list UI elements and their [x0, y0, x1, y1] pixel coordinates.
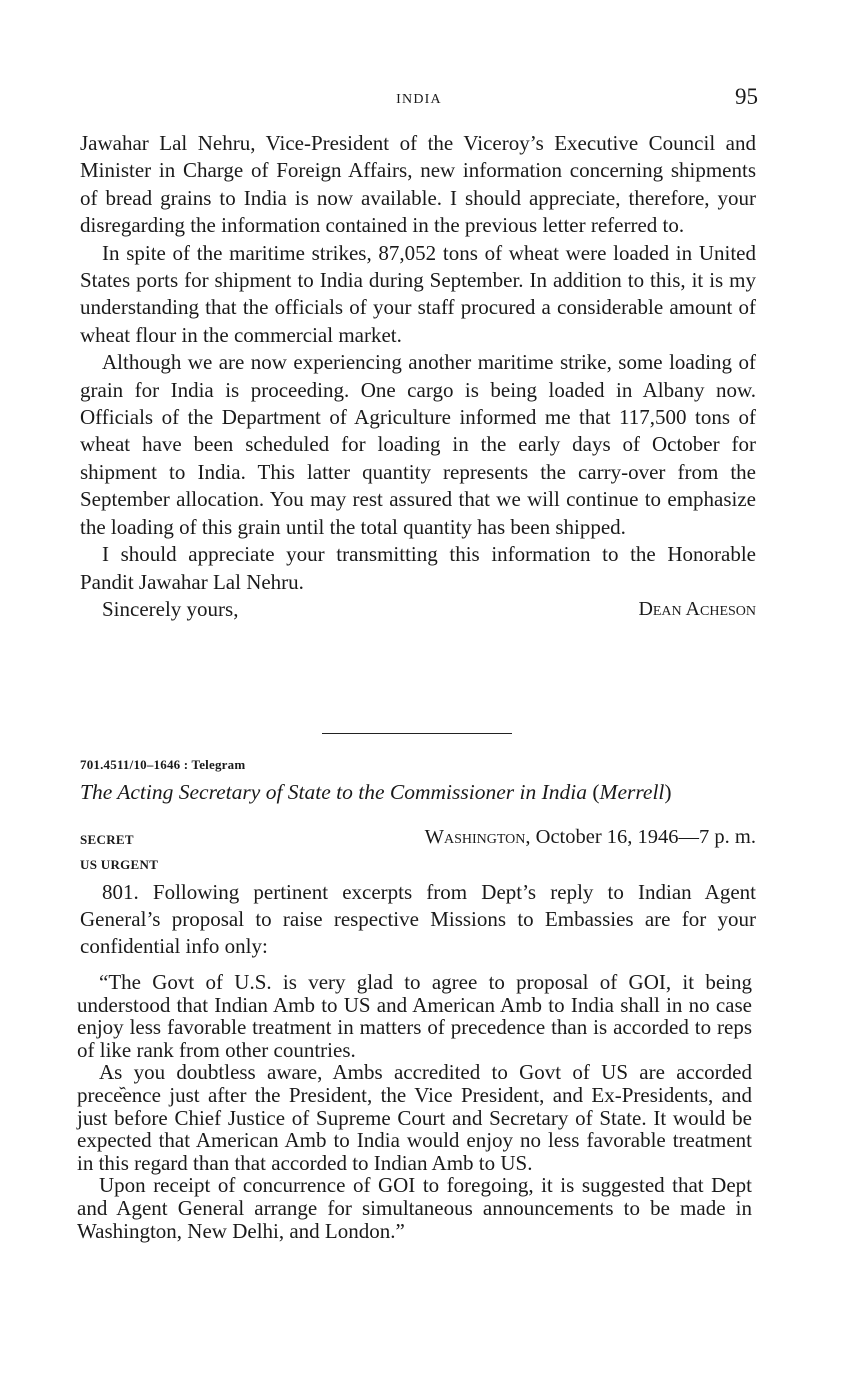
- letter-paragraph: In spite of the maritime strikes, 87,052 tons of wheat were loaded in United States ports for shipment to India during September. In addition to this, it is my understanding that the officials of your staff procured a considerable amount of wheat flour in the commercial market.: [80, 240, 756, 347]
- dateline-place: Washington,: [424, 826, 531, 848]
- letter-paragraph: I should appreciate your transmitting this information to the Honorable Pandit Jawahar Lal Nehru.: [80, 542, 756, 594]
- telegram-paragraph: 801. Following pertinent excerpts from Dept’s reply to Indian Agent General’s proposal to raise respective Missions to Embassies are for your confidential info only:: [80, 880, 756, 958]
- telegram-body: [80, 879, 756, 960]
- heading-title: The Acting Secretary of State to the Commissioner in India: [80, 780, 587, 804]
- priority-label: US URGENT: [80, 857, 159, 872]
- dateline: [425, 826, 756, 849]
- dateline-date: October 16, 1946—7 p. m.: [535, 826, 756, 848]
- running-head: [80, 84, 758, 114]
- document-heading: The Acting Secretary of State to the Commissioner in India (Merrell): [80, 780, 672, 804]
- heading-name: Merrell: [599, 780, 665, 804]
- salutation: Sincerely yours,: [102, 596, 239, 621]
- page-number: 95: [735, 84, 758, 109]
- quoted-paragraph: “The Govt of U.S. is very glad to agree to proposal of GOI, it being understood that Indian Amb to US and American Amb to India shall in no case enjoy less favorable treatment in matters of precedence than is accorded to reps of like rank from other countries.: [77, 970, 752, 1062]
- section-divider: [322, 733, 512, 734]
- letter-body: [80, 130, 756, 624]
- quoted-excerpt: [77, 971, 752, 1242]
- signatory: Dean Acheson: [638, 597, 756, 620]
- quoted-paragraph: Upon receipt of concurrence of GOI to foregoing, it is suggested that Dept and Agent General arrange for simultaneous announcements to be made in Washington, New Delhi, and London.”: [77, 1173, 752, 1243]
- letter-paragraph: Jawahar Lal Nehru, Vice-President of the Viceroy’s Executive Council and Minister in Charge of Foreign Affairs, new information concerning shipments of bread grains to India is now available. I should appreciate, therefore, your disregarding the information contained in the previous letter referred to.: [80, 131, 756, 238]
- classification-label: SECRET: [80, 832, 134, 847]
- quoted-paragraph: As you doubtless aware, Ambs accredited to Govt of US are accorded prece᷈ence just after the President, the Vice President, and Ex-Presidents, and just before Chief Justice of Supreme Court and Secretary of State. It would be expected that American Amb to India would enjoy no less favorable treatment in this regard than that accorded to Indian Amb to US.: [77, 1060, 752, 1175]
- running-title: INDIA: [396, 92, 442, 107]
- document-reference: 701.4511/10–1646 : Telegram: [80, 757, 246, 772]
- letter-closing: [80, 596, 756, 624]
- letter-paragraph: Although we are now experiencing another maritime strike, some loading of grain for India is proceeding. One cargo is being loaded in Albany now. Officials of the Department of Agriculture informed me that 117,500 tons of wheat have been scheduled for loading in the early days of October for shipment to India. This latter quantity represents the carry-over from the September allocation. You may rest assured that we will continue to emphasize the loading of this grain until the total quantity has been shipped.: [80, 350, 756, 539]
